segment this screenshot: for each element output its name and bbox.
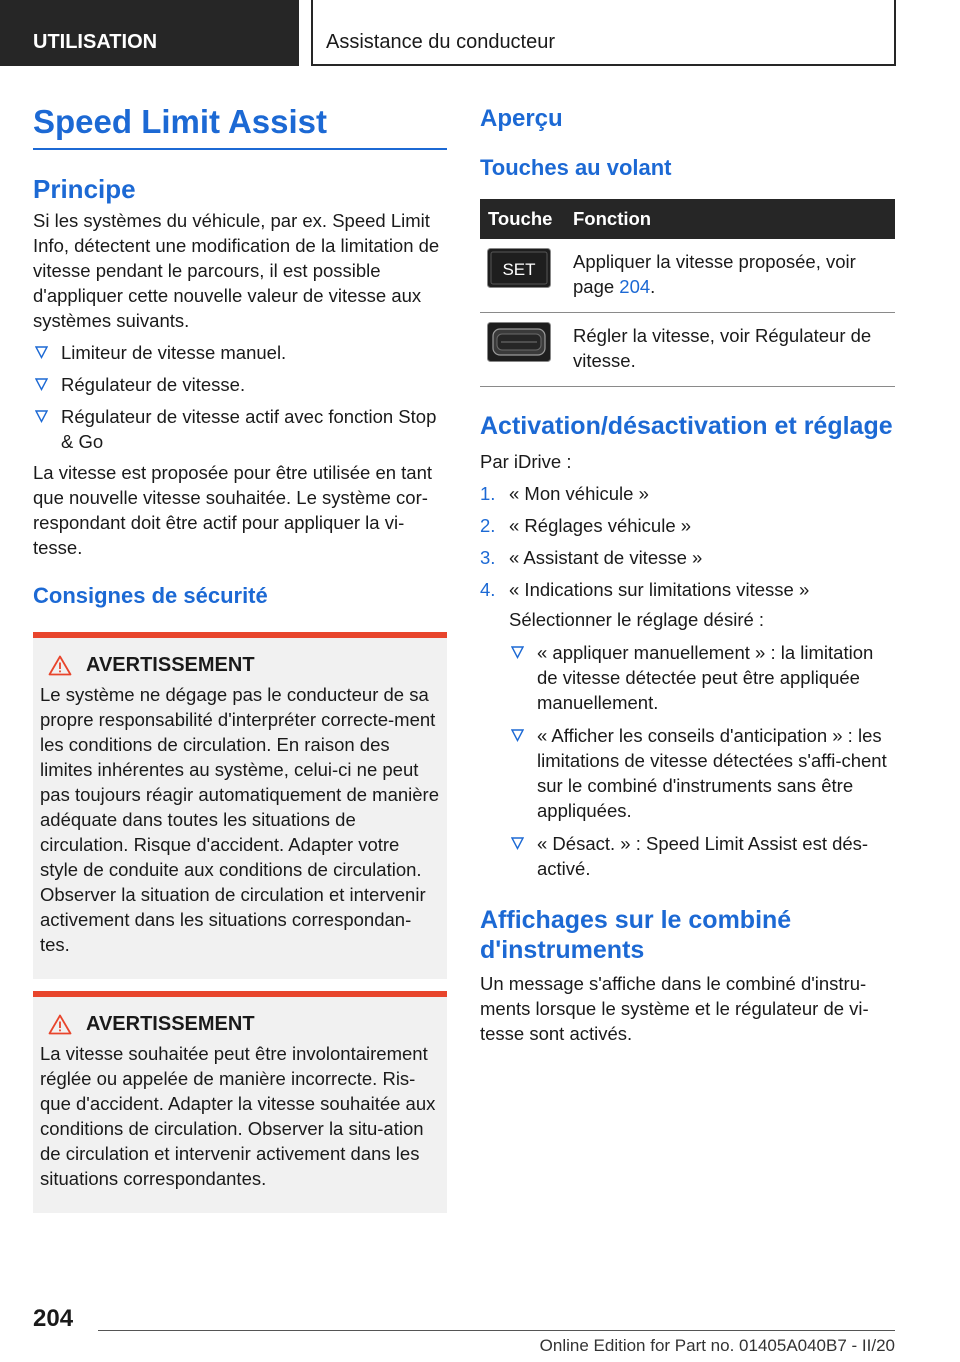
display-heading: Affichages sur le combiné d'instruments	[480, 906, 792, 964]
principle-outro: La vitesse est proposée pour être utilisée en tant que nouvelle vitesse souhaitée. Le système cor-respondant doit être actif pour appliquer la vi-tesse.	[33, 462, 433, 558]
activation-intro: Par iDrive :	[480, 451, 572, 472]
select-instruction: Sélectionner le réglage désiré :	[509, 609, 765, 630]
step-number: 2.	[480, 515, 496, 536]
warning-box	[33, 632, 447, 979]
footer-divider	[98, 1330, 895, 1331]
page-title: Speed Limit Assist	[33, 100, 447, 150]
list-item	[509, 640, 895, 715]
warning-header	[40, 1011, 439, 1037]
left-column	[33, 100, 447, 1213]
section-label: UTILISATION	[0, 0, 299, 66]
list-item	[509, 831, 895, 881]
activation-heading: Activation/désactivation et réglage	[480, 412, 893, 440]
step-number: 4.	[480, 579, 496, 600]
function-cell	[565, 239, 895, 313]
right-column	[480, 100, 895, 1046]
step-number: 3.	[480, 547, 496, 568]
idrive-steps	[480, 481, 895, 602]
key-cell	[480, 239, 565, 313]
edition-note: Online Edition for Part no. 01405A040B7 - II/20	[539, 1336, 895, 1355]
principle-list	[33, 340, 447, 454]
list-item-text: « Désact. » : Speed Limit Assist est dés-activé.	[537, 833, 869, 879]
table-row	[480, 239, 895, 313]
column-header-key: Touche	[480, 199, 565, 239]
list-item	[480, 577, 895, 602]
function-cell	[565, 313, 895, 387]
triangle-bullet-icon	[35, 378, 48, 391]
list-item	[33, 404, 447, 454]
list-item-text: Régulateur de vitesse.	[61, 374, 246, 395]
function-suffix: .	[650, 276, 656, 297]
list-item	[480, 545, 895, 570]
page-reference-link[interactable]: 204	[619, 276, 651, 297]
display-text: Un message s'affiche dans le combiné d'instru-ments lorsque le système et le régulateur de vi-tesse sont activés.	[480, 973, 869, 1044]
list-item-text: « Afficher les conseils d'anticipation » : les limitations de vitesse détectées s'affi-chent sur le combiné d'instruments sans être appliquées.	[537, 725, 887, 821]
triangle-bullet-icon	[511, 646, 524, 659]
principle-intro: Si les systèmes du véhicule, par ex. Speed Limit Info, détectent une modification de la limitation de vitesse pendant le parcours, il est possible d'appliquer cette nouvelle valeur de vitesse aux systèmes suivants.	[33, 210, 440, 331]
step-text: « Réglages véhicule »	[509, 515, 692, 536]
warning-box	[33, 991, 447, 1213]
warning-label: AVERTISSEMENT	[86, 1013, 255, 1035]
setting-options-list	[509, 640, 895, 881]
warning-label: AVERTISSEMENT	[86, 654, 255, 676]
safety-heading: Consignes de sécurité	[33, 583, 268, 608]
list-item	[480, 513, 895, 538]
principle-heading: Principe	[33, 174, 136, 204]
table-header-row	[480, 199, 895, 239]
wheel-buttons-heading: Touches au volant	[480, 155, 672, 180]
triangle-bullet-icon	[511, 729, 524, 742]
list-item	[509, 723, 895, 823]
triangle-bullet-icon	[35, 346, 48, 359]
triangle-bullet-icon	[511, 837, 524, 850]
triangle-bullet-icon	[35, 410, 48, 423]
set-button-label: SET	[502, 260, 536, 279]
warning-header	[40, 652, 439, 678]
list-item	[480, 481, 895, 506]
step-text: « Assistant de vitesse »	[509, 547, 703, 568]
function-text: Appliquer la vitesse proposée, voir page	[573, 251, 856, 297]
chapter-label: Assistance du conducteur	[311, 0, 896, 66]
list-item-text: Régulateur de vitesse actif avec fonction Stop & Go	[61, 406, 437, 452]
step-number: 1.	[480, 483, 496, 504]
step-text: « Indications sur limitations vitesse »	[509, 579, 810, 600]
set-button-icon	[487, 248, 551, 288]
warning-text: Le système ne dégage pas le conducteur de sa propre responsabilité d'interpréter correcte-ment les conditions de circulation. En raison des limites inhérentes au système, celui-ci ne peut pas toujours réagir automatiquement de manière adéquate dans toutes les situations de circulation. Risque d'accident. Adapter votre style de conduite aux conditions de circulation. Observer la situation de circulation et intervenir activement dans les situations correspondan-tes.	[40, 684, 440, 955]
list-item-text: Limiteur de vitesse manuel.	[61, 342, 287, 363]
overview-heading: Aperçu	[480, 105, 563, 132]
warning-triangle-icon	[48, 655, 72, 676]
column-header-function: Fonction	[565, 199, 895, 239]
step-text: « Mon véhicule »	[509, 483, 649, 504]
rocker-switch-icon	[487, 322, 551, 362]
table-row	[480, 313, 895, 387]
key-cell	[480, 313, 565, 387]
steering-wheel-keys-table	[480, 199, 895, 387]
list-item	[33, 372, 447, 397]
warning-text: La vitesse souhaitée peut être involontairement réglée ou appelée de manière incorrecte. Ris-que d'accident. Adapter la vitesse souhaitée aux conditions de circulation. Observer la situ-ation de circulation et intervenir activement dans les situations correspondantes.	[40, 1043, 436, 1189]
list-item-text: « appliquer manuellement » : la limitation de vitesse détectée peut être appliquée manuellement.	[537, 642, 874, 713]
list-item	[33, 340, 447, 365]
page-number: 204	[33, 1305, 74, 1332]
page-header	[0, 0, 960, 66]
warning-triangle-icon	[48, 1014, 72, 1035]
function-text: Régler la vitesse, voir Régulateur de vitesse.	[573, 325, 872, 371]
